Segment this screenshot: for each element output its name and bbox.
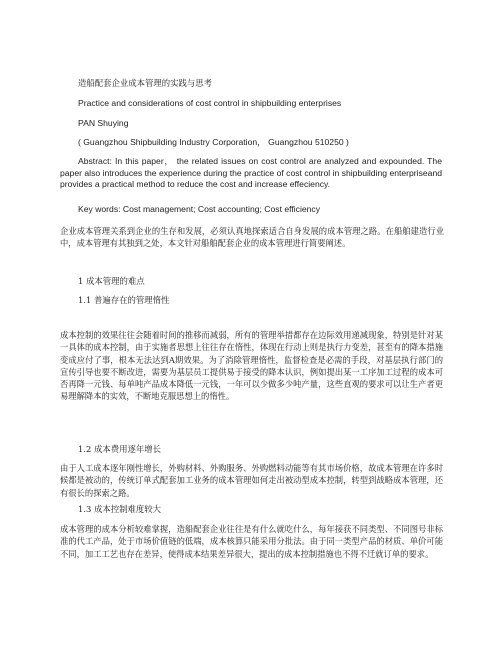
section-heading-1-2: 1.2 成本费用逐年增长 (78, 444, 161, 454)
author: PAN Shuying (78, 118, 129, 128)
section-1-2-body: 由于人工成本逐年刚性增长，外购材料、外购服务、外购燃料动能等有其市场价格，故成本管理在许多时候都是被动的，传统订单式配套加工业务的成本管理如何走出被动型成本控制，转型到战略成本管理，还有很长的探索之路。 (60, 463, 443, 498)
section-heading-1: 1 成本管理的难点 (78, 276, 145, 286)
section-1-3-body: 成本管理的成本分析较难掌握，造船配套企业往往是有什么就吃什么，每年接获不同类型、不同图号非标准的代工产品，处于市场价值链的低端，成本核算只能采用分批法。由于同一类型产品的材质、单价可能不同，加工工艺也存在差异，使得成本结果差异很大，提出的成本控制措施也不得不迁就订单的要求。 (60, 524, 443, 559)
title-cn: 造船配套企业成本管理的实践与思考 (78, 78, 212, 88)
section-1-1-body: 成本控制的效果往往会随着时间的推移而减弱，所有的管理举措都存在边际效用递减现象，特别是针对某一具体的成本控制，由于实施者思想上往往存在惰性，体现在行动上则是执行力变差，甚至有的降本措施变成应付了事，根本无法达到A期效果。为了消除管理惰性，监督检查是必需的手段，对基层执行部门的宣传引导也要不断改进，需要为基层员工提供易于接受的降本认识，例如提出某一工序加工过程的成本可否再降一元钱、每单吨产品成本降低一元钱，一年可以少做多少吨产量，这些直观的要求可以让生产者更易理解降本的实效，不断地克服思想上的惰性。 (60, 330, 443, 402)
section-heading-1-1: 1.1 普遍存在的管理惰性 (78, 295, 170, 305)
abstract-text: Abstract: In this paper， the related issues on cost control are analyzed and expounded. The paper also introduces the experience during the practice of cost control in shipbuilding enterpriseand provides a practical method to reduce the cost and increase effeciency. (60, 156, 442, 190)
intro-paragraph: 企业成本管理关系到企业的生存和发展，必须认真地探索适合自身发展的成本管理之路。在船舶建造行业中，成本管理有其独到之处，本文针对船舶配套企业的成本管理进行简要阐述。 (60, 226, 444, 249)
section-heading-1-3: 1.3 成本控制难度较大 (78, 504, 161, 514)
title-en: Practice and considerations of cost control in shipbuilding enterprises (78, 98, 342, 108)
affiliation: ( Guangzhou Shipbuilding Industry Corporation， Guangzhou 510250 ) (78, 137, 349, 147)
keywords: Key words: Cost management; Cost accounting; Cost efficiency (78, 204, 321, 214)
